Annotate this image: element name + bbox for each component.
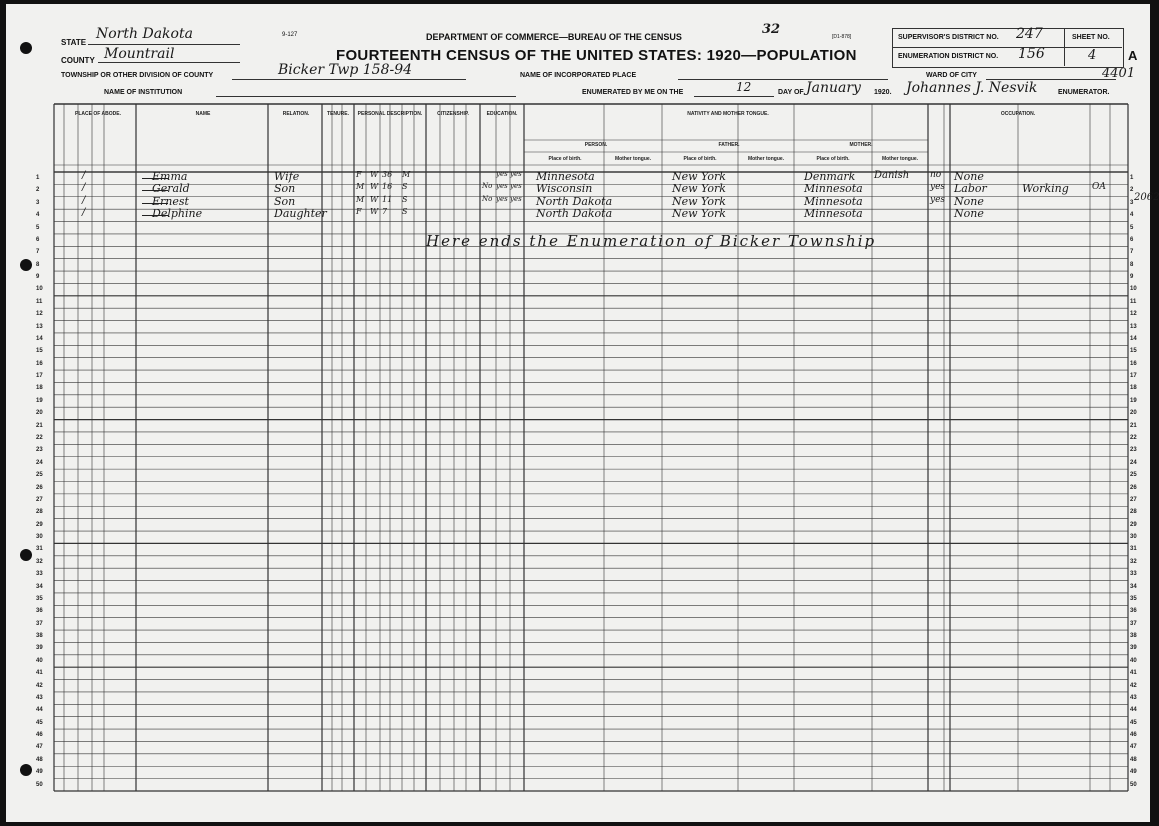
cell-name: Emma bbox=[152, 170, 188, 183]
cell-school: No bbox=[482, 194, 493, 203]
row-number: 6 bbox=[1130, 236, 1134, 243]
cell-sex: F bbox=[356, 170, 362, 179]
row-number: 3 bbox=[36, 199, 40, 206]
institution-label: NAME OF INSTITUTION bbox=[104, 89, 183, 96]
row-number: 47 bbox=[36, 744, 43, 751]
cell-father-birth: New York bbox=[672, 170, 726, 183]
sheet-letter: A bbox=[1128, 48, 1138, 63]
form-code: [D1-878] bbox=[832, 34, 852, 40]
row-number: 10 bbox=[36, 286, 43, 293]
cell-color: W bbox=[370, 194, 379, 204]
col-name: NAME bbox=[195, 111, 211, 117]
row-number: 43 bbox=[36, 694, 43, 701]
cell-sex: M bbox=[356, 194, 365, 204]
row-number: 13 bbox=[36, 323, 43, 330]
row-number: 6 bbox=[36, 236, 40, 243]
entry-check: / bbox=[82, 182, 86, 194]
row-number: 29 bbox=[36, 521, 43, 528]
cell-mother-birth: Minnesota bbox=[804, 207, 863, 221]
row-number: 49 bbox=[1130, 769, 1137, 776]
row-number: 20 bbox=[36, 410, 43, 417]
cell-mother-birth: Denmark bbox=[804, 170, 856, 183]
row-number: 38 bbox=[36, 633, 43, 640]
sub-place-of-birth: Place of birth. bbox=[816, 156, 850, 162]
row-number: 8 bbox=[1130, 261, 1134, 268]
row-number: 17 bbox=[36, 373, 43, 380]
department-line: DEPARTMENT OF COMMERCE—BUREAU OF THE CENSUS bbox=[426, 32, 682, 42]
row-number: 16 bbox=[36, 360, 43, 367]
row-number: 33 bbox=[36, 571, 43, 578]
cell-write: yes bbox=[510, 170, 522, 178]
row-number: 40 bbox=[1130, 657, 1137, 664]
cell-color: W bbox=[370, 182, 379, 192]
ed-label: ENUMERATION DISTRICT NO. bbox=[898, 53, 999, 60]
row-number: 33 bbox=[1130, 571, 1137, 578]
county-label: COUNTY bbox=[61, 56, 95, 65]
cell-occupation: Labor bbox=[954, 182, 987, 196]
row-number: 25 bbox=[36, 472, 43, 479]
row-number: 12 bbox=[1130, 311, 1137, 318]
sheet-label: SHEET NO. bbox=[1072, 34, 1110, 41]
row-number: 24 bbox=[1130, 459, 1137, 466]
sub-place-of-birth: Place of birth. bbox=[683, 156, 717, 162]
cell-read: yes bbox=[496, 170, 508, 178]
col-nativity: NATIVITY AND MOTHER TONGUE. bbox=[687, 111, 769, 117]
row-number: 11 bbox=[1130, 298, 1137, 305]
sub-mother-tongue: Mother tongue. bbox=[614, 156, 652, 162]
cell-birthplace: Wisconsin bbox=[536, 182, 593, 196]
row-number: 2 bbox=[36, 187, 40, 194]
cell-age: 36 bbox=[382, 170, 393, 179]
census-grid bbox=[6, 4, 1150, 822]
enumerated-label: ENUMERATED BY ME ON THE bbox=[582, 89, 684, 96]
sub-mother-tongue: Mother tongue. bbox=[881, 156, 919, 162]
entry-check: / bbox=[82, 207, 86, 219]
row-number: 45 bbox=[36, 719, 43, 726]
row-number: 30 bbox=[1130, 534, 1137, 541]
state-label: STATE bbox=[61, 38, 87, 47]
row-number: 50 bbox=[1130, 781, 1137, 788]
row-number: 21 bbox=[1130, 422, 1137, 429]
cell-english: yes bbox=[930, 182, 946, 193]
day-value: 12 bbox=[736, 80, 752, 94]
incorporated-label: NAME OF INCORPORATED PLACE bbox=[520, 72, 637, 79]
row-number: 9 bbox=[1130, 274, 1134, 281]
row-number: 5 bbox=[36, 224, 40, 231]
entry-check: / bbox=[82, 170, 86, 181]
sub-mother-tongue: Mother tongue. bbox=[747, 156, 785, 162]
row-number: 12 bbox=[36, 311, 43, 318]
cell-birthplace: North Dakota bbox=[536, 207, 613, 221]
month-value: January bbox=[806, 80, 861, 96]
col-relation: RELATION. bbox=[282, 111, 310, 117]
cell-marital: S bbox=[402, 207, 408, 217]
cell-write: yes bbox=[510, 194, 522, 203]
right-margin-note: 2062 bbox=[1134, 192, 1159, 203]
cell-mother-tongue: Danish bbox=[874, 170, 910, 181]
row-number: 17 bbox=[1130, 373, 1137, 380]
col-citizenship: CITIZENSHIP. bbox=[437, 111, 469, 117]
row-number: 26 bbox=[1130, 484, 1137, 491]
sub-father: FATHER. bbox=[718, 142, 740, 148]
row-number: 7 bbox=[1130, 249, 1134, 256]
row-number: 27 bbox=[1130, 496, 1137, 503]
row-number: 48 bbox=[1130, 756, 1137, 763]
row-number: 14 bbox=[1130, 335, 1137, 342]
row-number: 24 bbox=[36, 459, 43, 466]
row-number: 29 bbox=[1130, 521, 1137, 528]
row-number: 37 bbox=[1130, 620, 1137, 627]
row-number: 43 bbox=[1130, 694, 1137, 701]
cell-sex: M bbox=[356, 182, 365, 192]
row-number: 36 bbox=[36, 608, 43, 615]
cell-english: no bbox=[930, 170, 942, 180]
row-number: 9 bbox=[36, 274, 40, 281]
census-sheet bbox=[6, 4, 1159, 822]
row-number: 35 bbox=[36, 595, 43, 602]
row-number: 18 bbox=[36, 385, 43, 392]
cell-marital: S bbox=[402, 194, 408, 204]
cell-mother-birth: Minnesota bbox=[804, 194, 863, 208]
row-number: 18 bbox=[1130, 385, 1137, 392]
cell-age: 11 bbox=[382, 194, 393, 204]
row-number: 39 bbox=[36, 645, 43, 652]
col-education: EDUCATION. bbox=[486, 111, 518, 117]
enumerator-label: ENUMERATOR. bbox=[1058, 89, 1110, 96]
cell-occupation: None bbox=[954, 207, 984, 221]
handwritten-number: 32 bbox=[762, 22, 781, 37]
row-number: 50 bbox=[36, 781, 43, 788]
row-number: 49 bbox=[36, 769, 43, 776]
row-number: 45 bbox=[1130, 719, 1137, 726]
cell-write: yes bbox=[510, 182, 522, 191]
row-number: 44 bbox=[1130, 707, 1137, 714]
row-number: 4 bbox=[36, 212, 40, 219]
row-number: 28 bbox=[1130, 509, 1137, 516]
entry-check: / bbox=[82, 194, 86, 206]
row-number: 32 bbox=[1130, 558, 1137, 565]
cell-birthplace: Minnesota bbox=[536, 170, 595, 183]
ward-label: WARD OF CITY bbox=[926, 72, 977, 79]
row-number: 20 bbox=[1130, 410, 1137, 417]
cell-name: Delphine bbox=[152, 207, 203, 221]
row-number: 39 bbox=[1130, 645, 1137, 652]
row-number: 26 bbox=[36, 484, 43, 491]
row-number: 28 bbox=[36, 509, 43, 516]
cell-occupation: None bbox=[954, 170, 984, 183]
cell-name: Gerald bbox=[152, 182, 190, 196]
row-number: 34 bbox=[36, 583, 43, 590]
col-occupation: OCCUPATION. bbox=[1000, 111, 1036, 117]
cell-name: Ernest bbox=[152, 194, 189, 208]
row-number: 2 bbox=[1130, 187, 1134, 194]
margin-number: 4401 bbox=[1102, 66, 1136, 81]
col-personal: PERSONAL DESCRIPTION. bbox=[357, 111, 423, 117]
cell-relation: Wife bbox=[274, 170, 300, 183]
row-number: 1 bbox=[36, 175, 40, 181]
row-number: 23 bbox=[36, 447, 43, 454]
enumerator-value: Johannes J. Nesvik bbox=[906, 80, 1038, 96]
state-value: North Dakota bbox=[96, 26, 193, 42]
row-number: 40 bbox=[36, 657, 43, 664]
cell-father-birth: New York bbox=[672, 182, 726, 196]
row-number: 1 bbox=[1130, 175, 1134, 181]
row-number: 22 bbox=[1130, 434, 1137, 441]
row-number: 42 bbox=[36, 682, 43, 689]
form-number: 9-127 bbox=[282, 32, 298, 38]
row-number: 22 bbox=[36, 434, 43, 441]
row-number: 15 bbox=[1130, 348, 1137, 355]
cell-age: 16 bbox=[382, 182, 393, 192]
township-label: TOWNSHIP OR OTHER DIVISION OF COUNTY bbox=[61, 72, 214, 79]
row-number: 23 bbox=[1130, 447, 1137, 454]
row-number: 41 bbox=[1130, 670, 1137, 677]
cell-read: yes bbox=[496, 194, 508, 203]
day-label: DAY OF bbox=[778, 89, 804, 96]
cell-occupation: None bbox=[954, 194, 984, 208]
sheet-value: 4 bbox=[1088, 48, 1097, 63]
row-number: 31 bbox=[1130, 546, 1137, 553]
row-number: 35 bbox=[1130, 595, 1137, 602]
row-number: 7 bbox=[36, 249, 40, 256]
row-number: 16 bbox=[1130, 360, 1137, 367]
cell-mother-birth: Minnesota bbox=[804, 182, 863, 196]
row-number: 42 bbox=[1130, 682, 1137, 689]
row-number: 46 bbox=[1130, 732, 1137, 739]
cell-birthplace: North Dakota bbox=[536, 194, 613, 208]
row-number: 21 bbox=[36, 422, 43, 429]
sub-mother: MOTHER. bbox=[849, 142, 873, 148]
row-number: 38 bbox=[1130, 633, 1137, 640]
row-number: 13 bbox=[1130, 323, 1137, 330]
cell-read: yes bbox=[496, 182, 508, 191]
row-number: 31 bbox=[36, 546, 43, 553]
township-value: Bicker Twp 158-94 bbox=[278, 62, 413, 78]
year-label: 1920. bbox=[874, 89, 892, 96]
cell-color: W bbox=[370, 170, 379, 179]
row-number: 5 bbox=[1130, 224, 1134, 231]
row-number: 47 bbox=[1130, 744, 1137, 751]
row-number: 4 bbox=[1130, 212, 1134, 219]
row-number: 15 bbox=[36, 348, 43, 355]
row-number: 34 bbox=[1130, 583, 1137, 590]
row-number: 3 bbox=[1130, 199, 1134, 206]
col-place-of-abode: PLACE OF ABODE. bbox=[75, 111, 121, 117]
row-number: 27 bbox=[36, 496, 43, 503]
row-number: 32 bbox=[36, 558, 43, 565]
cell-class: OA bbox=[1092, 182, 1106, 193]
cell-father-birth: New York bbox=[672, 207, 726, 221]
row-number: 44 bbox=[36, 707, 43, 714]
cell-industry: Working bbox=[1022, 182, 1069, 196]
page-title: FOURTEENTH CENSUS OF THE UNITED STATES: 1920—POPULATION bbox=[336, 47, 857, 64]
row-number: 10 bbox=[1130, 286, 1137, 293]
col-tenure: TENURE. bbox=[327, 111, 349, 117]
row-number: 11 bbox=[36, 298, 43, 305]
row-number: 25 bbox=[1130, 472, 1137, 479]
row-number: 41 bbox=[36, 670, 43, 677]
end-note: Here ends the Enumeration of Bicker Township bbox=[426, 232, 877, 250]
row-number: 19 bbox=[1130, 397, 1137, 404]
cell-relation: Son bbox=[274, 182, 296, 196]
row-number: 30 bbox=[36, 534, 43, 541]
cell-color: W bbox=[370, 207, 379, 217]
supervisor-value: 247 bbox=[1016, 26, 1043, 42]
cell-english: yes bbox=[930, 194, 946, 205]
row-number: 46 bbox=[36, 732, 43, 739]
ed-value: 156 bbox=[1018, 46, 1045, 62]
cell-school: No bbox=[482, 182, 493, 191]
supervisor-label: SUPERVISOR'S DISTRICT NO. bbox=[898, 34, 999, 41]
row-number: 36 bbox=[1130, 608, 1137, 615]
row-number: 48 bbox=[36, 756, 43, 763]
cell-relation: Daughter bbox=[274, 207, 327, 221]
county-value: Mountrail bbox=[104, 46, 175, 62]
cell-age: 7 bbox=[382, 207, 388, 217]
row-number: 14 bbox=[36, 335, 43, 342]
cell-marital: S bbox=[402, 182, 408, 192]
row-number: 37 bbox=[36, 620, 43, 627]
cell-relation: Son bbox=[274, 194, 296, 208]
sub-place-of-birth: Place of birth. bbox=[548, 156, 582, 162]
cell-marital: M bbox=[402, 170, 411, 179]
row-number: 8 bbox=[36, 261, 40, 268]
row-number: 19 bbox=[36, 397, 43, 404]
sub-person: PERSON. bbox=[584, 142, 608, 148]
cell-father-birth: New York bbox=[672, 194, 726, 208]
cell-sex: F bbox=[356, 207, 362, 217]
